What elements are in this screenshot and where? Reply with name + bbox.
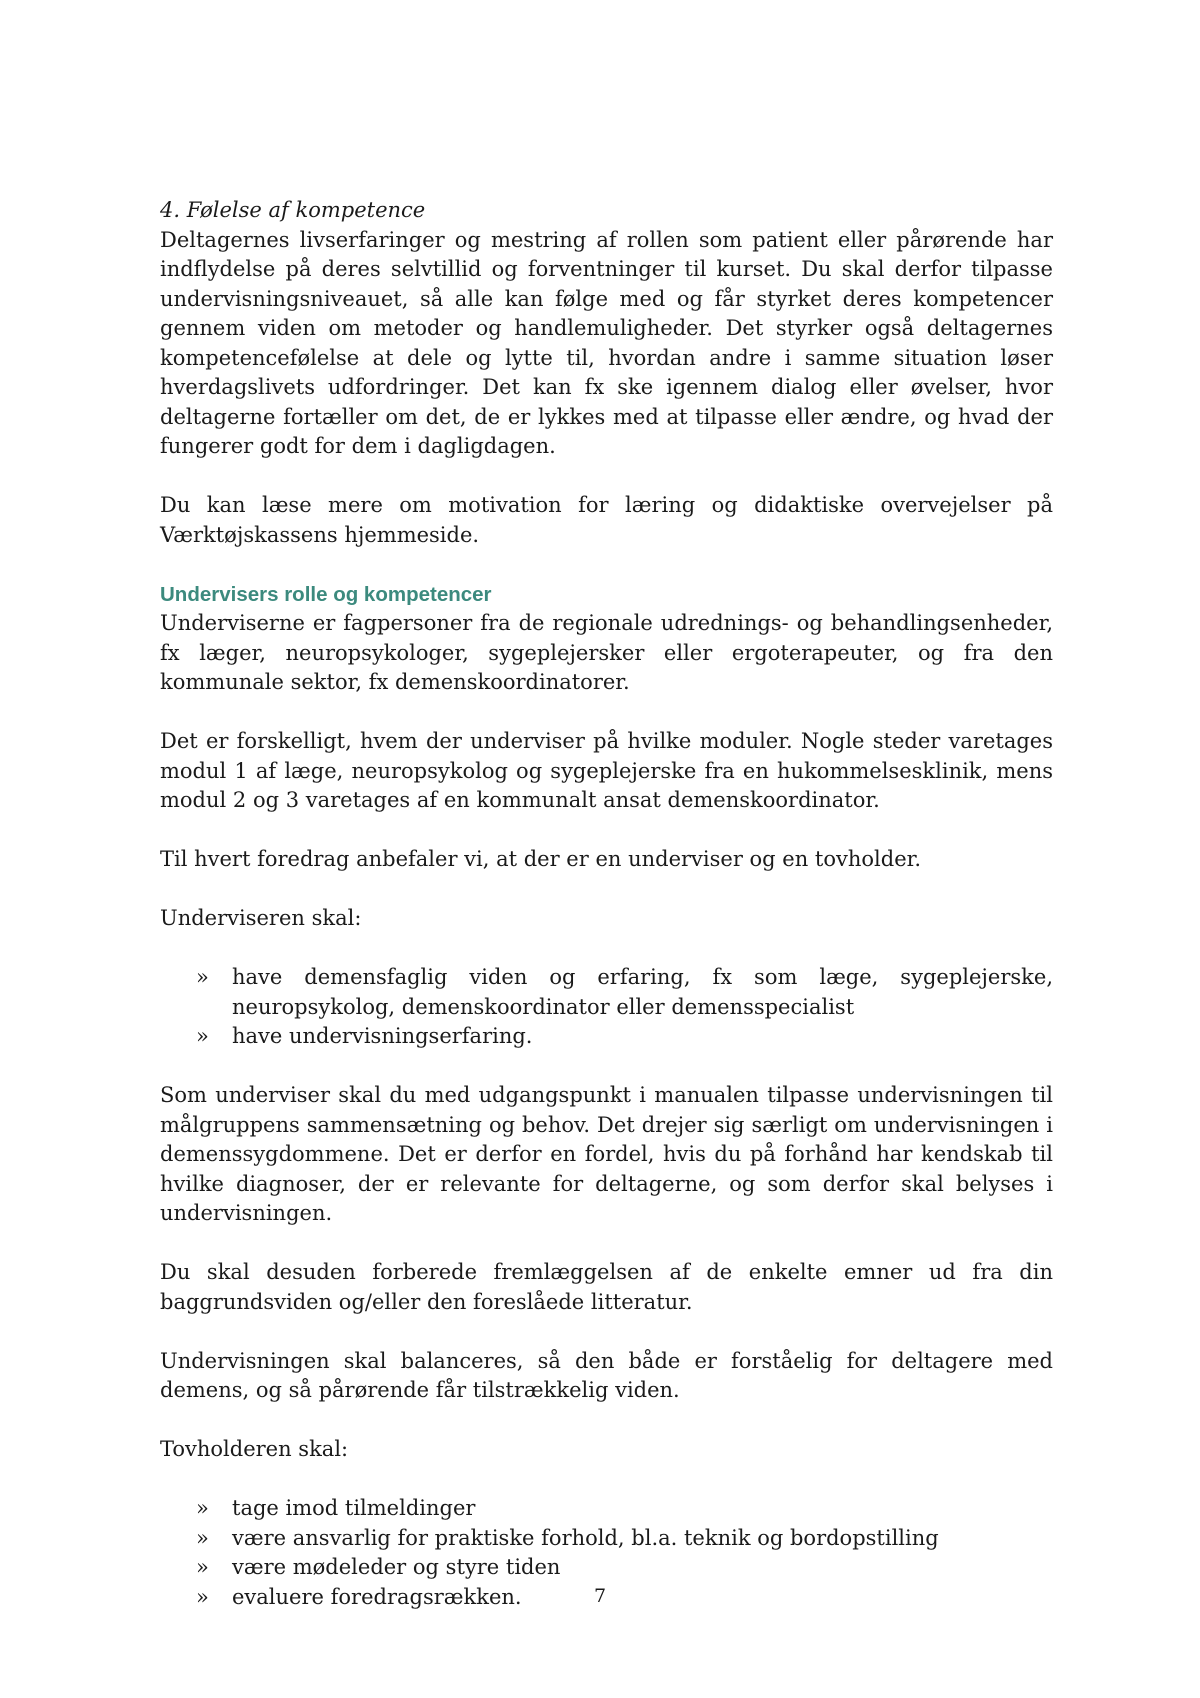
competence-heading: 4. Følelse af kompetence — [160, 198, 426, 222]
competence-paragraph: Deltagernes livserfaringer og mestring af rollen som patient eller pårørende har indflydelse på deres selvtillid og forventninger til kurset. Du skal derfor tilpasse undervisningsniveauet, så alle kan følge med og får styrket deres kompetencer gennem viden om metoder og handlemuligheder. Det styrker også deltagernes kompetencefølelse at dele og lytte til, hvordan andre i samme situation løser hverdagslivets udfordringer. Det kan fx ske igennem dialog eller øvelser, hvor deltagerne fortæller om det, de er lykkes med at tilpasse eller ændre, og hvad der fungerer godt for dem i dagligdagen. — [160, 227, 1053, 458]
read-more-paragraph: Du kan læse mere om motivation for læring og didaktiske overvejelser på Værktøjskassens hjemmeside. — [160, 493, 1053, 547]
list-item — [160, 963, 1053, 1022]
list-item-text: have undervisningserfaring. — [232, 1024, 533, 1048]
page-number: 7 — [593, 1585, 607, 1607]
bullet-marker: » — [196, 1584, 209, 1609]
teachers-intro-paragraph: Underviserne er fagpersoner fra de regionale udrednings- og behandlingsenheder, fx læger, neuropsykologer, sygeplejersker eller ergoterapeuter, og fra den kommunale sektor, fx demenskoordinatorer. — [160, 611, 1053, 694]
bullet-marker: » — [196, 1496, 209, 1520]
list-item — [160, 1022, 1053, 1052]
list-item-text: tage imod tilmeldinger — [232, 1496, 476, 1520]
bullet-marker: » — [196, 1555, 209, 1579]
list-item-text: være mødeleder og styre tiden — [232, 1555, 561, 1579]
list-item — [160, 1494, 1053, 1524]
coordinator-list-lead: Tovholderen skal: — [160, 1437, 349, 1461]
list-item-text: have demensfaglig viden og erfaring, fx som læge, sygeplejerske, neuropsykolog, demenskoordinator eller demensspecialist — [232, 965, 1053, 1019]
bullet-marker: » — [196, 1525, 209, 1550]
page-content — [160, 196, 1053, 1642]
bullet-marker: » — [196, 965, 209, 989]
balance-paragraph: Undervisningen skal balanceres, så den både er forståelig for deltagere med demens, og så pårørende får tilstrækkelig viden. — [160, 1348, 1053, 1402]
recommendation-paragraph: Til hvert foredrag anbefaler vi, at der er en underviser og en tovholder. — [160, 847, 922, 871]
teacher-list-lead: Underviseren skal: — [160, 906, 362, 930]
list-item-text: evaluere foredragsrækken. — [232, 1584, 522, 1609]
bullet-marker: » — [196, 1024, 209, 1048]
modules-paragraph: Det er forskelligt, hvem der underviser på hvilke moduler. Nogle steder varetages modul 1 af læge, neuropsykolog og sygeplejerske fra en hukommelsesklinik, mens modul 2 og 3 varetages af en kommunalt ansat demenskoordinator. — [160, 729, 1053, 812]
list-item-text: være ansvarlig for praktiske forhold, bl.a. teknik og bordopstilling — [232, 1525, 939, 1550]
section-heading: Undervisers rolle og kompetencer — [160, 582, 492, 606]
list-item — [160, 1524, 1053, 1554]
adapt-paragraph: Som underviser skal du med udgangspunkt i manualen tilpasse undervisningen til målgruppens sammensætning og behov. Det drejer sig særligt om undervisningen i demenssygdommene. Det er derfor en fordel, hvis du på forhånd har kendskab til hvilke diagnoser, der er relevante for deltagerne, og som derfor skal belyses i undervisningen. — [160, 1083, 1053, 1225]
teacher-requirements-list — [160, 963, 1053, 1052]
list-item — [160, 1553, 1053, 1583]
prepare-paragraph: Du skal desuden forberede fremlæggelsen af de enkelte emner ud fra din baggrundsviden og/eller den foreslåede litteratur. — [160, 1260, 1053, 1314]
